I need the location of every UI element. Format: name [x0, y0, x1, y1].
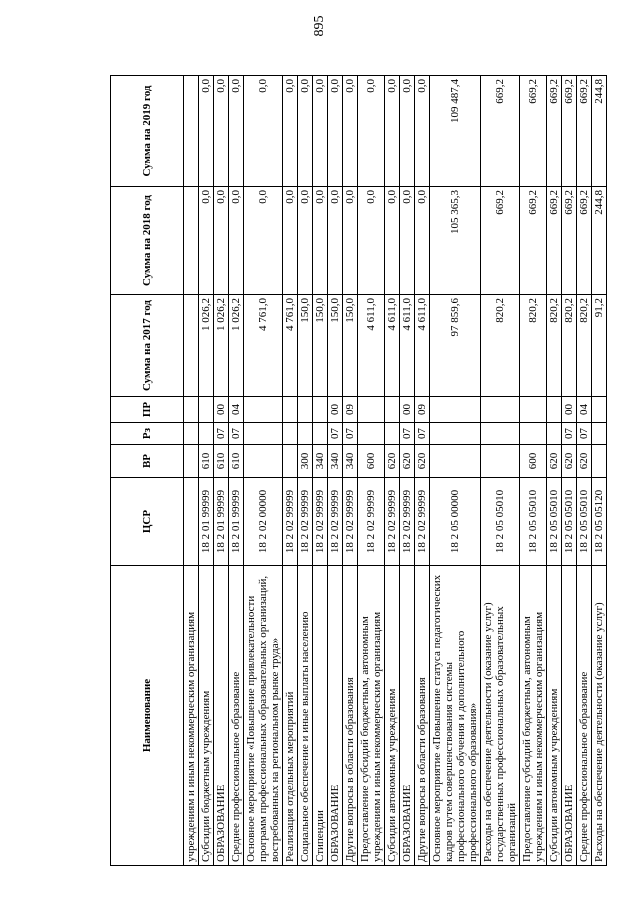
cell-name: ОБРАЗОВАНИЕ: [562, 566, 577, 866]
cell-pr: 04: [577, 397, 592, 423]
header-vr: ВР: [111, 445, 184, 478]
cell-vr: [430, 445, 481, 478]
cell-sum-2019: 0,0: [358, 76, 385, 187]
cell-sum-2018: 669,2: [562, 187, 577, 295]
cell-name: Основное мероприятие «Повышение привлекательности программ профессиональных образовательных организаций, востребованных на региональном рынке труда»: [244, 566, 283, 866]
cell-vr: 340: [313, 445, 328, 478]
cell-sum-2017: 4 611,0: [358, 295, 385, 397]
cell-csr: [184, 478, 199, 566]
cell-csr: 18 2 02 99999: [400, 478, 415, 566]
cell-rz: 07: [328, 423, 343, 445]
cell-sum-2018: 669,2: [577, 187, 592, 295]
cell-sum-2017: 4 611,0: [415, 295, 430, 397]
header-sum-2018: Сумма на 2018 год: [111, 187, 184, 295]
cell-vr: [592, 445, 607, 478]
page-number: 895: [312, 15, 327, 37]
header-pr: ПР: [111, 397, 184, 423]
cell-sum-2019: 669,2: [547, 76, 562, 187]
cell-rz: 07: [577, 423, 592, 445]
cell-sum-2018: 105 365,3: [430, 187, 481, 295]
cell-name: Другие вопросы в области образования: [343, 566, 358, 866]
cell-sum-2017: 4 761,0: [244, 295, 283, 397]
cell-rz: [298, 423, 313, 445]
cell-name: Основное мероприятие «Повышение статуса педагогических кадров путем совершенствования системы профессионального обучения и дополнительного профессионального образования»: [430, 566, 481, 866]
cell-rz: 07: [214, 423, 229, 445]
cell-rz: [313, 423, 328, 445]
cell-name: Среднее профессиональное образование: [229, 566, 244, 866]
cell-rz: 07: [343, 423, 358, 445]
cell-sum-2018: 0,0: [415, 187, 430, 295]
cell-name: ОБРАЗОВАНИЕ: [214, 566, 229, 866]
cell-pr: [313, 397, 328, 423]
table-row: [229, 76, 244, 866]
cell-csr: 18 2 05 05010: [547, 478, 562, 566]
cell-name: ОБРАЗОВАНИЕ: [328, 566, 343, 866]
cell-sum-2017: 150,0: [343, 295, 358, 397]
cell-csr: 18 2 05 05010: [481, 478, 520, 566]
table-row: [298, 76, 313, 866]
cell-sum-2019: 0,0: [328, 76, 343, 187]
cell-sum-2018: 0,0: [244, 187, 283, 295]
header-rz: Рз: [111, 423, 184, 445]
cell-sum-2017: 91,2: [592, 295, 607, 397]
cell-sum-2018: 0,0: [283, 187, 298, 295]
cell-sum-2017: 1 026,2: [229, 295, 244, 397]
cell-sum-2017: 820,2: [547, 295, 562, 397]
cell-pr: [199, 397, 214, 423]
cell-sum-2019: 0,0: [244, 76, 283, 187]
cell-rz: 07: [229, 423, 244, 445]
cell-rz: [283, 423, 298, 445]
cell-vr: 620: [385, 445, 400, 478]
cell-rz: [184, 423, 199, 445]
cell-rz: 07: [415, 423, 430, 445]
cell-csr: 18 2 02 99999: [298, 478, 313, 566]
cell-csr: 18 2 01 99999: [214, 478, 229, 566]
cell-vr: 340: [343, 445, 358, 478]
cell-sum-2017: 150,0: [298, 295, 313, 397]
cell-rz: [199, 423, 214, 445]
cell-csr: 18 2 02 99999: [328, 478, 343, 566]
cell-rz: [520, 423, 547, 445]
cell-vr: 600: [358, 445, 385, 478]
cell-csr: 18 2 01 99999: [199, 478, 214, 566]
table-row: [184, 76, 199, 866]
cell-pr: [385, 397, 400, 423]
cell-name: Расходы на обеспечение деятельности (оказание услуг) государственных профессиональных образовательных организаций: [481, 566, 520, 866]
cell-csr: 18 2 02 99999: [385, 478, 400, 566]
cell-sum-2019: 244,8: [592, 76, 607, 187]
cell-rz: 07: [400, 423, 415, 445]
cell-sum-2019: [184, 76, 199, 187]
cell-csr: 18 2 05 05010: [562, 478, 577, 566]
cell-sum-2017: 820,2: [562, 295, 577, 397]
cell-vr: 620: [415, 445, 430, 478]
table-row: [592, 76, 607, 866]
cell-sum-2019: 669,2: [577, 76, 592, 187]
cell-sum-2017: 1 026,2: [199, 295, 214, 397]
cell-csr: 18 2 02 99999: [313, 478, 328, 566]
cell-sum-2018: 0,0: [343, 187, 358, 295]
table-row: [430, 76, 481, 866]
table-row: [358, 76, 385, 866]
cell-pr: [592, 397, 607, 423]
cell-vr: 600: [520, 445, 547, 478]
table-row: [385, 76, 400, 866]
table-row: [313, 76, 328, 866]
cell-pr: [430, 397, 481, 423]
cell-pr: 00: [400, 397, 415, 423]
cell-sum-2017: 1 026,2: [214, 295, 229, 397]
cell-sum-2017: [184, 295, 199, 397]
cell-sum-2018: 244,8: [592, 187, 607, 295]
header-csr: ЦСР: [111, 478, 184, 566]
table-body: [184, 76, 607, 866]
cell-pr: 09: [343, 397, 358, 423]
cell-sum-2018: 669,2: [481, 187, 520, 295]
cell-sum-2019: 0,0: [283, 76, 298, 187]
header-sum-2019: Сумма на 2019 год: [111, 76, 184, 187]
cell-sum-2018: 0,0: [199, 187, 214, 295]
cell-name: Субсидии бюджетным учреждениям: [199, 566, 214, 866]
cell-rz: [385, 423, 400, 445]
cell-rz: [430, 423, 481, 445]
cell-vr: 620: [562, 445, 577, 478]
cell-sum-2018: 0,0: [385, 187, 400, 295]
cell-name: Предоставление субсидий бюджетным, автономным учреждениям и иным некоммерческим организациям: [520, 566, 547, 866]
cell-pr: [358, 397, 385, 423]
cell-pr: [244, 397, 283, 423]
cell-sum-2018: 0,0: [400, 187, 415, 295]
cell-name: Предоставление субсидий бюджетным, автономным учреждениям и иным некоммерческим организациям: [358, 566, 385, 866]
table-row: [283, 76, 298, 866]
cell-sum-2017: 820,2: [577, 295, 592, 397]
table-row: [520, 76, 547, 866]
cell-sum-2019: 669,2: [481, 76, 520, 187]
cell-vr: 620: [547, 445, 562, 478]
cell-csr: 18 2 02 99999: [415, 478, 430, 566]
table-row: [415, 76, 430, 866]
cell-sum-2018: 0,0: [298, 187, 313, 295]
cell-name: Социальное обеспечение и иные выплаты населению: [298, 566, 313, 866]
table-row: [328, 76, 343, 866]
cell-rz: 07: [562, 423, 577, 445]
cell-vr: [481, 445, 520, 478]
table-row: [343, 76, 358, 866]
cell-sum-2019: 0,0: [229, 76, 244, 187]
cell-pr: 00: [328, 397, 343, 423]
cell-rz: [244, 423, 283, 445]
rotated-table-container: [110, 76, 607, 866]
cell-vr: [283, 445, 298, 478]
cell-sum-2017: 150,0: [328, 295, 343, 397]
cell-sum-2018: 669,2: [547, 187, 562, 295]
cell-sum-2017: 4 761,0: [283, 295, 298, 397]
cell-sum-2018: 0,0: [214, 187, 229, 295]
cell-csr: 18 2 01 99999: [229, 478, 244, 566]
cell-vr: 340: [328, 445, 343, 478]
cell-name: Расходы на обеспечение деятельности (оказание услуг): [592, 566, 607, 866]
cell-sum-2019: 0,0: [214, 76, 229, 187]
cell-sum-2019: 0,0: [199, 76, 214, 187]
cell-sum-2019: 0,0: [400, 76, 415, 187]
cell-sum-2018: 0,0: [358, 187, 385, 295]
cell-pr: [547, 397, 562, 423]
cell-sum-2018: 669,2: [520, 187, 547, 295]
cell-rz: [481, 423, 520, 445]
cell-sum-2019: 0,0: [313, 76, 328, 187]
cell-sum-2018: 0,0: [328, 187, 343, 295]
cell-sum-2019: 669,2: [520, 76, 547, 187]
cell-pr: [298, 397, 313, 423]
cell-pr: 00: [562, 397, 577, 423]
cell-sum-2019: 0,0: [343, 76, 358, 187]
cell-sum-2017: 4 611,0: [385, 295, 400, 397]
cell-name: Реализация отдельных мероприятий: [283, 566, 298, 866]
cell-pr: [283, 397, 298, 423]
cell-sum-2018: [184, 187, 199, 295]
cell-sum-2017: 820,2: [520, 295, 547, 397]
cell-pr: [184, 397, 199, 423]
cell-sum-2019: 109 487,4: [430, 76, 481, 187]
header-sum-2017: Сумма на 2017 год: [111, 295, 184, 397]
cell-rz: [592, 423, 607, 445]
cell-name: учреждениям и иным некоммерческим организациям: [184, 566, 199, 866]
cell-csr: 18 2 05 05120: [592, 478, 607, 566]
cell-vr: 610: [214, 445, 229, 478]
cell-name: Субсидии автономным учреждениям: [385, 566, 400, 866]
cell-csr: 18 2 05 00000: [430, 478, 481, 566]
cell-pr: 09: [415, 397, 430, 423]
cell-name: ОБРАЗОВАНИЕ: [400, 566, 415, 866]
cell-vr: 610: [229, 445, 244, 478]
cell-csr: 18 2 02 00000: [244, 478, 283, 566]
header-name: Наименование: [111, 566, 184, 866]
table-row: [400, 76, 415, 866]
cell-name: Другие вопросы в области образования: [415, 566, 430, 866]
cell-name: Субсидии автономным учреждениям: [547, 566, 562, 866]
table-row: [199, 76, 214, 866]
cell-csr: 18 2 05 05010: [577, 478, 592, 566]
cell-vr: [184, 445, 199, 478]
cell-csr: 18 2 05 05010: [520, 478, 547, 566]
cell-pr: 04: [229, 397, 244, 423]
cell-pr: [520, 397, 547, 423]
table-row: [562, 76, 577, 866]
cell-vr: 610: [199, 445, 214, 478]
cell-sum-2017: 150,0: [313, 295, 328, 397]
cell-sum-2019: 0,0: [415, 76, 430, 187]
table-row: [577, 76, 592, 866]
cell-pr: [481, 397, 520, 423]
cell-sum-2019: 0,0: [385, 76, 400, 187]
cell-pr: 00: [214, 397, 229, 423]
table-row: [481, 76, 520, 866]
table-row: [214, 76, 229, 866]
cell-vr: 620: [400, 445, 415, 478]
cell-sum-2017: 97 859,6: [430, 295, 481, 397]
cell-rz: [358, 423, 385, 445]
cell-sum-2017: 4 611,0: [400, 295, 415, 397]
cell-name: Стипендии: [313, 566, 328, 866]
cell-sum-2018: 0,0: [229, 187, 244, 295]
budget-table: [110, 75, 607, 866]
cell-sum-2019: 669,2: [562, 76, 577, 187]
cell-csr: 18 2 02 99999: [343, 478, 358, 566]
table-header: [111, 76, 184, 866]
table-row: [244, 76, 283, 866]
cell-vr: 300: [298, 445, 313, 478]
cell-sum-2018: 0,0: [313, 187, 328, 295]
cell-sum-2019: 0,0: [298, 76, 313, 187]
cell-sum-2017: 820,2: [481, 295, 520, 397]
cell-rz: [547, 423, 562, 445]
cell-vr: [244, 445, 283, 478]
cell-csr: 18 2 02 99999: [283, 478, 298, 566]
table-row: [547, 76, 562, 866]
cell-name: Среднее профессиональное образование: [577, 566, 592, 866]
cell-vr: 620: [577, 445, 592, 478]
cell-csr: 18 2 02 99999: [358, 478, 385, 566]
